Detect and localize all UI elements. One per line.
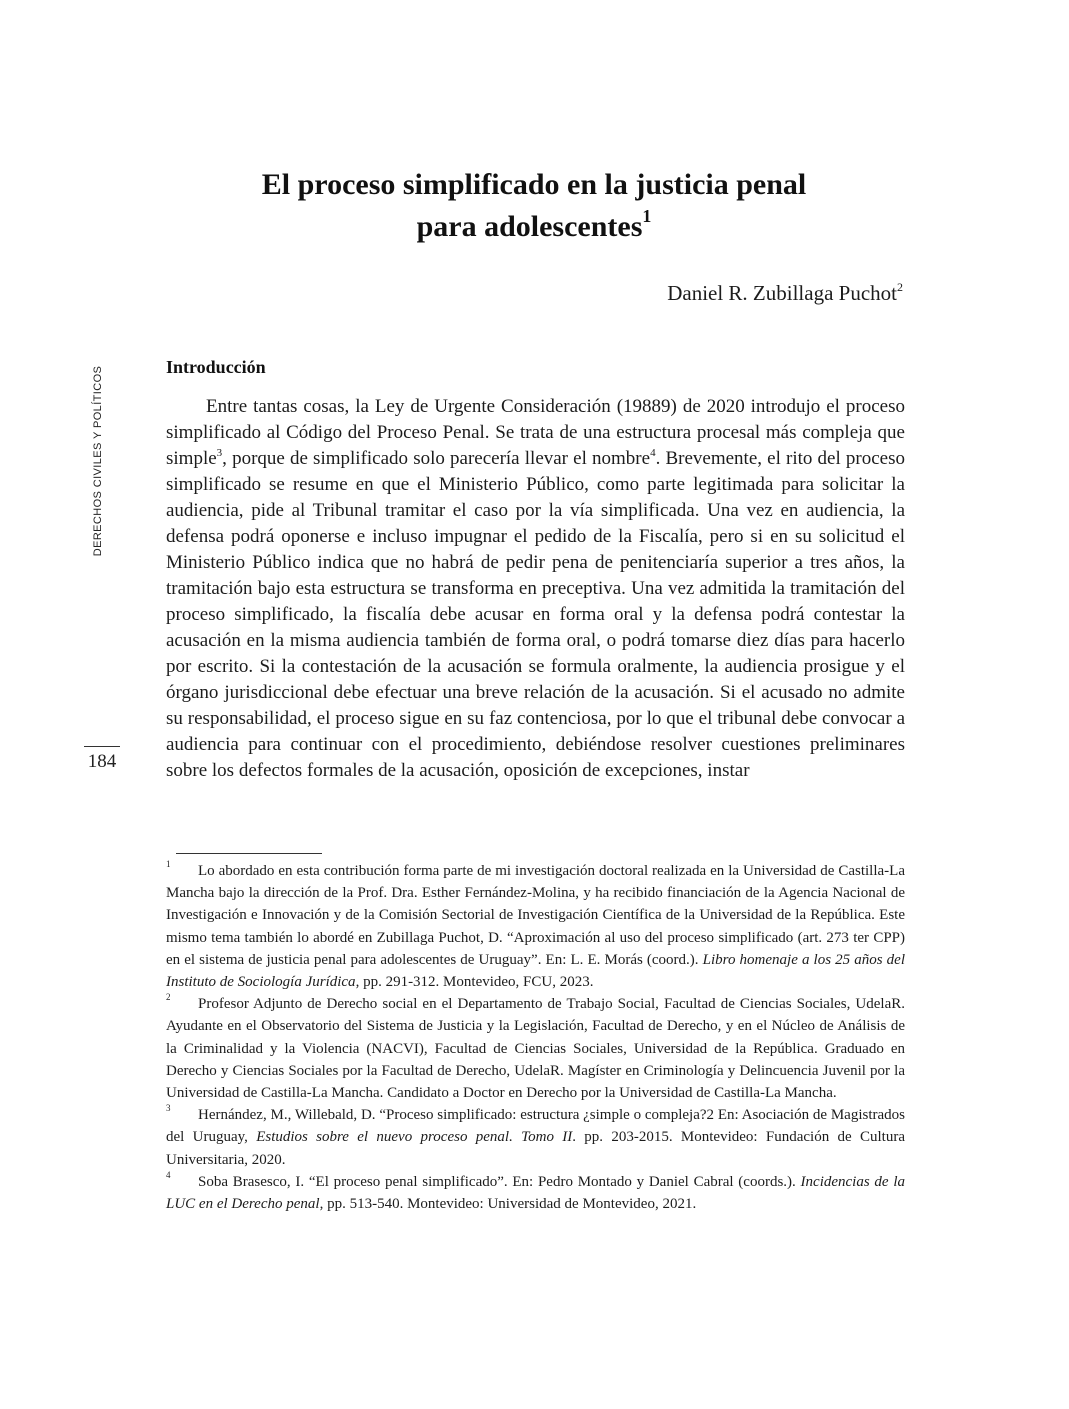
- footnote-1-book-title: Libro homenaje a los 25 años del Instituto de Sociología Jurídica: [166, 951, 905, 991]
- footnotes: [166, 860, 905, 1215]
- footnote-4: [166, 1171, 905, 1215]
- body-text-part-1: Entre tantas cosas, la Ley de Urgente Consideración (19889) de 2020 introdujo el proceso simplificado al Código del Proceso Penal. Se trata de una estructura procesal más compleja que simple: [166, 396, 905, 469]
- footnote-separator: [176, 853, 322, 854]
- page-number-rule: [84, 746, 120, 747]
- footnote-3: [166, 1104, 905, 1171]
- author-line: [667, 280, 903, 306]
- footnote-3-text-b: . pp. 203-2015. Montevideo: Fundación de Cultura Universitaria, 2020.: [166, 1129, 905, 1168]
- running-head: DERECHOS CIVILES Y POLÍTICOS: [92, 365, 104, 557]
- footnote-3-book-title: Estudios sobre el nuevo proceso penal. Tomo II: [256, 1129, 573, 1146]
- footnote-3-mark: 3: [166, 1103, 171, 1114]
- footnote-4-text-a: Soba Brasesco, I. “El proceso penal simplificado”. En: Pedro Montado y Daniel Cabral (coords.).: [198, 1173, 801, 1190]
- title-footnote-ref[interactable]: 1: [642, 206, 652, 226]
- footnote-ref-3[interactable]: 3: [216, 447, 223, 459]
- body-text-part-3: . Brevemente, el rito del proceso simplificado se resume en que el Ministerio Público, como parte legitimada para solicitar la audiencia, pide al Tribunal tramitar el caso por la vía simplificada. Una vez en audiencia, la defensa podrá oponerse e incluso impugnar el pedido de la Fiscalía, pero si en su solicitud el Ministerio Público indica que no habrá de pedir pena de penitenciaría superior a tres años, la tramitación bajo esta estructura se transforma en preceptiva. Una vez admitida la tramitación del proceso simplificado, la fiscalía debe acusar en forma oral y la defensa podrá contestar la acusación en la misma audiencia también de forma oral, o podrá tomarse diez días para hacerlo por escrito. Si la contestación de la acusación se formula oralmente, la audiencia prosigue y el órgano jurisdiccional debe efectuar una breve relación de la acusación. Si el acusado no admite su responsabilidad, el proceso sigue en su faz contenciosa, por lo que el tribunal debe convocar a audiencia para continuar con el procedimiento, debiéndose resolver cuestiones preliminares sobre los defectos formales de la acusación, oposición de excepciones, instar: [166, 448, 905, 781]
- footnote-4-book-title: Incidencias de la LUC en el Derecho penal: [166, 1173, 906, 1213]
- title-line-1: El proceso simplificado en la justicia penal: [261, 168, 807, 201]
- section-heading: Introducción: [166, 357, 266, 377]
- body-text-part-2: , porque de simplificado solo parecería llevar el nombre: [222, 448, 651, 469]
- footnote-1-mark: 1: [166, 859, 171, 869]
- article-title: [160, 164, 908, 248]
- footnote-2-mark: 2: [166, 992, 171, 1003]
- title-line-2: para adolescentes: [416, 210, 643, 243]
- body-paragraph: [166, 394, 905, 784]
- footnote-1-text-a: Lo abordado en esta contribución forma parte de mi investigación doctoral realizada en la Universidad de Castilla-La Mancha bajo la dirección de la Prof. Dra. Esther Fernández-Molina, y ha recibido financiación de la Agencia Nacional de Investigación e Innovación y de la Comisión Sectorial de Investigación Científica de la Universidad de la República. Este mismo tema también lo abordé en Zubillaga Puchot, D. “Aproximación al uso del proceso simplificado (art. 273 ter CPP) en el sistema de justicia penal para adolescentes de Uruguay”. En: L. E. Morás (coord.).: [166, 863, 905, 968]
- footnote-ref-4[interactable]: 4: [650, 447, 656, 459]
- author-name: Daniel R. Zubillaga Puchot: [667, 281, 897, 305]
- page-number: 184: [87, 751, 117, 772]
- footnote-1-text-b: , pp. 291-312. Montevideo, FCU, 2023.: [355, 974, 594, 991]
- footnote-1: [166, 860, 905, 993]
- author-footnote-ref[interactable]: 2: [897, 280, 903, 294]
- footnote-2-text: Profesor Adjunto de Derecho social en el Departamento de Trabajo Social, Facultad de Ciencias Sociales, UdelaR. Ayudante en el Observatorio del Sistema de Justicia y la Legislación, Facultad de Derecho, y en el Núcleo de Análisis de la Criminalidad y la Violencia (NACVI), Facultad de Ciencias Sociales, Universidad de la República. Graduado en Derecho y Ciencias Sociales por la Facultad de Derecho, UdelaR. Magíster en Criminología y Delincuencia Juvenil por la Universidad de Castilla-La Mancha. Candidato a Doctor en Derecho por la Universidad de Castilla-La Mancha.: [166, 996, 905, 1102]
- footnote-4-text-b: , pp. 513-540. Montevideo: Universidad de Montevideo, 2021.: [319, 1196, 697, 1213]
- footnote-3-text-a: Hernández, M., Willebald, D. “Proceso simplificado: estructura ¿simple o compleja?2 En: Asociación de Magistrados del Uruguay,: [166, 1107, 905, 1146]
- footnote-2: [166, 993, 905, 1104]
- footnote-4-mark: 4: [166, 1169, 171, 1180]
